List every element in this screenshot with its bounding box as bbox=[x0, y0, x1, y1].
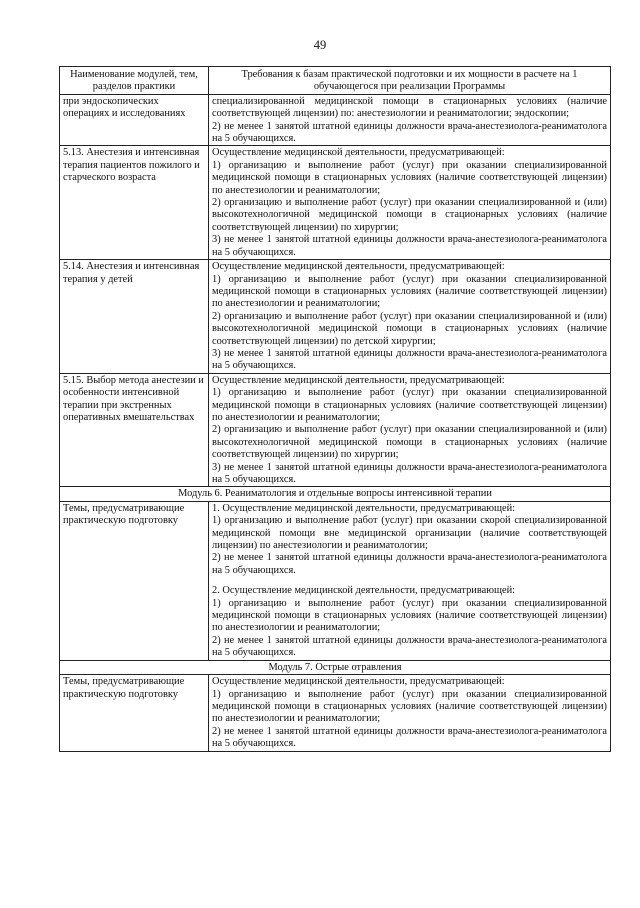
requirement-cell bbox=[209, 146, 611, 260]
requirement-item: 1) организацию и выполнение работ (услуг) при оказании специализированной медицинской помощи в стационарных условиях (наличие соответствующей лицензии) по анестезиологии и реаниматологии; bbox=[212, 688, 607, 725]
module-heading-row bbox=[60, 660, 611, 674]
requirement-item: специализированной медицинской помощи в стационарных условиях (наличие соответствующей лицензии) по: анестезиологии и реаниматологии; эндоскопии; bbox=[212, 95, 607, 120]
topic-cell: при эндоскопических операциях и исследованиях bbox=[60, 94, 209, 146]
requirement-cell bbox=[209, 94, 611, 146]
requirement-item: 2. Осуществление медицинской деятельности, предусматривающей: bbox=[212, 585, 516, 597]
paragraph-gap bbox=[212, 577, 607, 585]
requirement-item: 2) не менее 1 занятой штатной единицы должности врача-анестезиолога-реаниматолога на 5 обучающихся. bbox=[212, 634, 607, 659]
requirement-cell bbox=[209, 501, 611, 660]
requirement-item: Осуществление медицинской деятельности, предусматривающей: bbox=[212, 147, 505, 159]
requirement-cell bbox=[209, 373, 611, 487]
topic-cell: Темы, предусматривающие практическую подготовку bbox=[60, 675, 209, 751]
requirements-table bbox=[59, 66, 611, 752]
table-row bbox=[60, 260, 611, 374]
requirement-item: 2) организацию и выполнение работ (услуг) при оказании специализированной и (или) высокотехнологичной медицинской помощи в стационарных условиях (наличие соответствующей лицензии) по детской хирургии; bbox=[212, 310, 607, 347]
requirement-item: Осуществление медицинской деятельности, предусматривающей: bbox=[212, 676, 505, 688]
requirement-item: 3) не менее 1 занятой штатной единицы должности врача-анестезиолога-реаниматолога на 5 обучающихся. bbox=[212, 347, 607, 372]
page-number: 49 bbox=[313, 38, 327, 52]
requirement-cell bbox=[209, 675, 611, 751]
table-row bbox=[60, 146, 611, 260]
table-header-row bbox=[60, 67, 611, 95]
requirement-item: 1. Осуществление медицинской деятельности, предусматривающей: bbox=[212, 502, 516, 514]
requirement-item: 1) организацию и выполнение работ (услуг) при оказании специализированной медицинской помощи в стационарных условиях (наличие соответствующей лицензии) по анестезиологии и реаниматологии; bbox=[212, 387, 607, 423]
module-6-title: Модуль 6. Реаниматология и отдельные вопросы интенсивной терапии bbox=[60, 487, 611, 501]
requirement-item: 2) не менее 1 занятой штатной единицы должности врача-анестезиолога-реаниматолога на 5 обучающихся. bbox=[212, 552, 607, 576]
requirement-item: 3) не менее 1 занятой штатной единицы должности врача-анестезиолога-реаниматолога на 5 обучающихся. bbox=[212, 461, 607, 485]
topic-cell: Темы, предусматривающие практическую подготовку bbox=[60, 501, 209, 660]
requirement-item: 2) не менее 1 занятой штатной единицы должности врача-анестезиолога-реаниматолога на 5 обучающихся. bbox=[212, 725, 607, 750]
requirement-item: 3) не менее 1 занятой штатной единицы должности врача-анестезиолога-реаниматолога на 5 обучающихся. bbox=[212, 234, 607, 258]
table-row bbox=[60, 675, 611, 751]
topic-cell: 5.13. Анестезия и интенсивная терапия пациентов пожилого и старческого возраста bbox=[60, 146, 209, 260]
module-heading-row bbox=[60, 487, 611, 501]
requirement-item: 2) организацию и выполнение работ (услуг) при оказании специализированной и (или) высокотехнологичной медицинской помощи в стационарных условиях (наличие соответствующей лицензии) по хирургии; bbox=[212, 424, 607, 461]
table-row bbox=[60, 94, 611, 146]
table-row bbox=[60, 373, 611, 487]
table-row bbox=[60, 501, 611, 660]
module-7-title: Модуль 7. Острые отравления bbox=[60, 660, 611, 674]
requirement-item: 1) организацию и выполнение работ (услуг) при оказании скорой специализированной медицинской помощи вне медицинской организации (наличие соответствующей лицензии) по анестезиологии и реаниматологии; bbox=[212, 515, 607, 552]
requirement-item: 1) организацию и выполнение работ (услуг) при оказании специализированной медицинской помощи в стационарных условиях (наличие соответствующей лицензии) по анестезиологии и реаниматологии; bbox=[212, 597, 607, 634]
requirement-item: Осуществление медицинской деятельности, предусматривающей: bbox=[212, 261, 505, 273]
requirement-item: Осуществление медицинской деятельности, предусматривающей: bbox=[212, 374, 505, 386]
topic-cell: 5.15. Выбор метода анестезии и особенности интенсивной терапии при экстренных оперативных вмешательствах bbox=[60, 373, 209, 487]
requirement-item: 1) организацию и выполнение работ (услуг) при оказании специализированной медицинской помощи в стационарных условиях (наличие соответствующей лицензии) по анестезиологии и реаниматологии; bbox=[212, 159, 607, 196]
requirement-item: 1) организацию и выполнение работ (услуг) при оказании специализированной медицинской помощи в стационарных условиях (наличие соответствующей лицензии) по анестезиологии и реаниматологии; bbox=[212, 273, 607, 310]
requirement-item: 2) не менее 1 занятой штатной единицы должности врача-анестезиолога-реаниматолога на 5 обучающихся. bbox=[212, 120, 607, 145]
topic-cell: 5.14. Анестезия и интенсивная терапия у детей bbox=[60, 260, 209, 374]
header-requirements: Требования к базам практической подготовки и их мощности в расчете на 1 обучающегося при реализации Программы bbox=[209, 67, 611, 95]
requirement-cell bbox=[209, 260, 611, 374]
requirement-item: 2) организацию и выполнение работ (услуг) при оказании специализированной и (или) высокотехнологичной медицинской помощи в стационарных условиях (наличие соответствующей лицензии) по хирургии; bbox=[212, 197, 607, 233]
header-modules: Наименование модулей, тем, разделов практики bbox=[60, 67, 209, 95]
